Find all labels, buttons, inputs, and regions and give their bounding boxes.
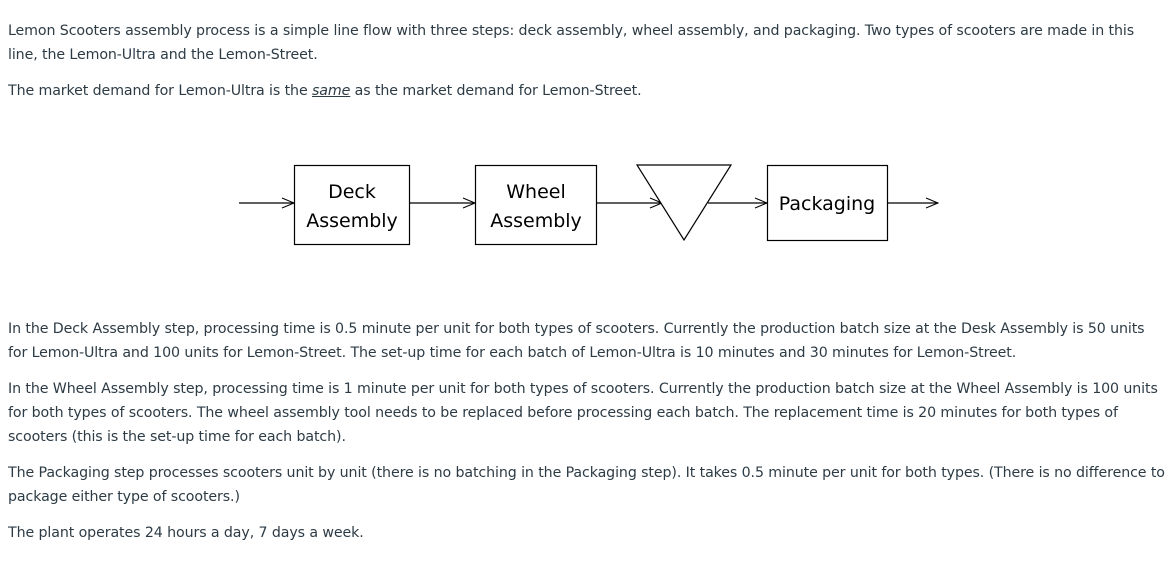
wheel-assembly-label-line2: Assembly (490, 210, 582, 232)
packaging-paragraph: The Packaging step processes scooters unit by unit (there is no batching in the Packaging step). It takes 0.5 minute per unit for both types. (There is no difference to package either type of scooters.) (8, 465, 1165, 505)
wheel-assembly-box (476, 166, 597, 245)
deck-assembly-label-line1: Deck (328, 181, 376, 203)
operating-hours-paragraph: The plant operates 24 hours a day, 7 days a week. (8, 525, 364, 541)
packaging-label: Packaging (778, 193, 876, 215)
demand-emphasis: same (312, 83, 351, 99)
deck-assembly-paragraph: In the Deck Assembly step, processing time is 0.5 minute per unit for both types of scooters. Currently the production batch size at the Desk Assembly is 50 units for Lemon-Ultra and 100 units for Lemon-Street. The set-up time for each batch of Lemon-Ultra is 10 minutes and 30 minutes for Lemon-Street. (8, 321, 1145, 361)
demand-text-before: The market demand for Lemon-Ultra is the (8, 83, 312, 99)
packaging-box (768, 166, 888, 241)
deck-assembly-box (295, 166, 410, 245)
intro-paragraph: Lemon Scooters assembly process is a simple line flow with three steps: deck assembly, wheel assembly, and packaging. Two types of scooters are made in this line, the Lemon-Ultra and the Lemon-Street. (8, 23, 1135, 63)
wheel-assembly-label-line1: Wheel (506, 181, 566, 203)
wheel-assembly-paragraph: In the Wheel Assembly step, processing time is 1 minute per unit for both types of scooters. Currently the production batch size at the Wheel Assembly is 100 units for both types of scooters. The wheel assembly tool needs to be replaced before processing each batch. The replacement time is 20 minutes for both types of scooters (this is the set-up time for each batch). (8, 381, 1158, 445)
demand-text-after: as the market demand for Lemon-Street. (350, 83, 642, 99)
deck-assembly-label-line2: Assembly (306, 210, 398, 232)
